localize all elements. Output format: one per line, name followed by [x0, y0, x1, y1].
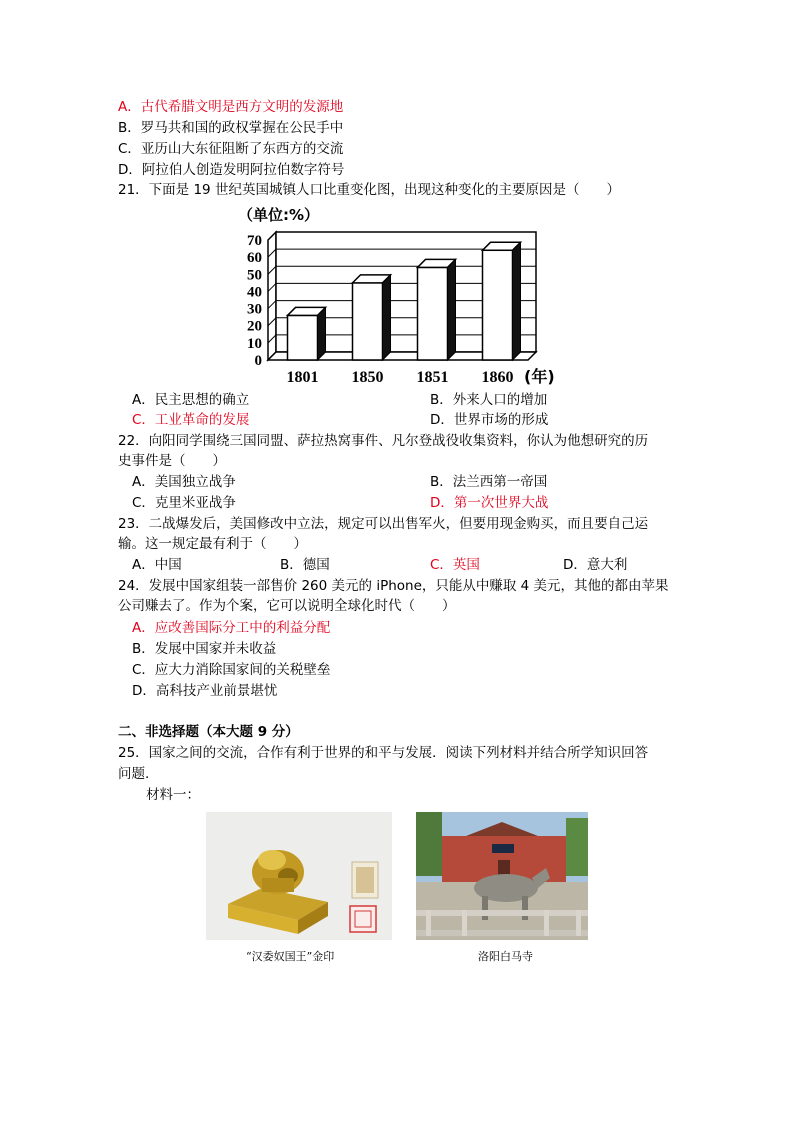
q22-option-b: B．法兰西第一帝国	[430, 474, 548, 490]
y-tick-label: 20	[247, 318, 262, 335]
q21-option-d: D．世界市场的形成	[430, 412, 549, 428]
q23-option-a: A．中国	[132, 557, 182, 573]
white-horse-temple-photo	[416, 812, 588, 940]
section-heading: 二、非选择题（本大题 9 分）	[118, 724, 299, 740]
y-tick-label: 60	[247, 250, 262, 267]
q24-option-a: A．应改善国际分工中的利益分配	[132, 620, 331, 636]
q23-option-c: C．英国	[430, 557, 480, 573]
q22-option-d: D．第一次世界大战	[430, 495, 549, 511]
x-tick-label: 1801	[286, 369, 319, 386]
q20-option-b: B．罗马共和国的政权掌握在公民手中	[118, 120, 344, 136]
gold-seal-photo	[206, 812, 392, 940]
bar-side-1801	[318, 307, 326, 360]
q23-stem-line1: 23．二战爆发后，美国修改中立法，规定可以出售军火，但要用现金购买，而且要自己运	[118, 516, 649, 532]
q24-option-c: C．应大力消除国家间的关税壁垒	[132, 662, 331, 678]
chart-side-wall	[268, 232, 276, 360]
q20-option-a: A．古代希腊文明是西方文明的发源地	[118, 99, 344, 115]
seal-caption: “汉委奴国王”金印	[246, 950, 335, 963]
y-tick-label: 50	[247, 267, 262, 284]
q24-option-b: B．发展中国家并未收益	[132, 641, 277, 657]
q25-stem-line1: 25．国家之间的交流，合作有利于世界的和平与发展．阅读下列材料并结合所学知识回答	[118, 745, 649, 761]
q24-stem-line2: 公司赚去了。作为个案，它可以说明全球化时代（ ）	[118, 598, 456, 614]
bar-side-1851	[448, 259, 456, 360]
q20-option-d: D．阿拉伯人创造发明阿拉伯数字符号	[118, 162, 345, 178]
q21-option-a: A．民主思想的确立	[132, 392, 250, 408]
x-tick-label: 1860	[481, 369, 514, 386]
q24-stem-line1: 24．发展中国家组装一部售价 260 美元的 iPhone，只能从中赚取 4 美元，其他的都由苹果	[118, 578, 669, 594]
chart-title: （单位:%）	[238, 206, 320, 224]
q22-option-c: C．克里米亚战争	[132, 495, 236, 511]
y-tick-label: 10	[247, 335, 262, 352]
y-tick-label: 40	[247, 284, 262, 301]
bar-1850	[353, 283, 383, 360]
q23-option-d: D．意大利	[563, 557, 628, 573]
temple-caption: 洛阳白马寺	[478, 950, 533, 963]
q23-stem-line2: 输。这一规定最有利于（ ）	[118, 536, 307, 552]
bar-1860	[483, 250, 513, 360]
q22-option-a: A．美国独立战争	[132, 474, 236, 490]
y-tick-label: 0	[254, 353, 262, 369]
q25-material-label: 材料一：	[146, 787, 200, 803]
population-bar-chart	[228, 200, 558, 390]
x-tick-label: 1850	[351, 369, 384, 386]
x-tick-label: 1851	[416, 369, 449, 386]
q21-option-c: C．工业革命的发展	[132, 412, 250, 428]
y-tick-label: 30	[247, 301, 262, 318]
q25-stem-line2: 问题.	[118, 766, 150, 782]
q21-option-b: B．外来人口的增加	[430, 392, 548, 408]
q22-stem-line2: 史事件是（ ）	[118, 453, 226, 469]
bar-1851	[418, 267, 448, 360]
q24-option-d: D．高科技产业前景堪忧	[132, 683, 278, 699]
bar-side-1860	[513, 242, 521, 360]
bar-1801	[288, 315, 318, 360]
q20-option-c: C．亚历山大东征阻断了东西方的交流	[118, 141, 344, 157]
y-tick-label: 70	[247, 233, 262, 249]
x-axis-label: (年)	[524, 367, 555, 386]
bar-side-1850	[383, 275, 391, 360]
q22-stem-line1: 22．向阳同学围绕三国同盟、萨拉热窝事件、凡尔登战役收集资料，你认为他想研究的历	[118, 433, 649, 449]
q23-option-b: B．德国	[280, 557, 330, 573]
q21-stem: 21．下面是 19 世纪英国城镇人口比重变化图，出现这种变化的主要原因是（ ）	[118, 182, 620, 198]
